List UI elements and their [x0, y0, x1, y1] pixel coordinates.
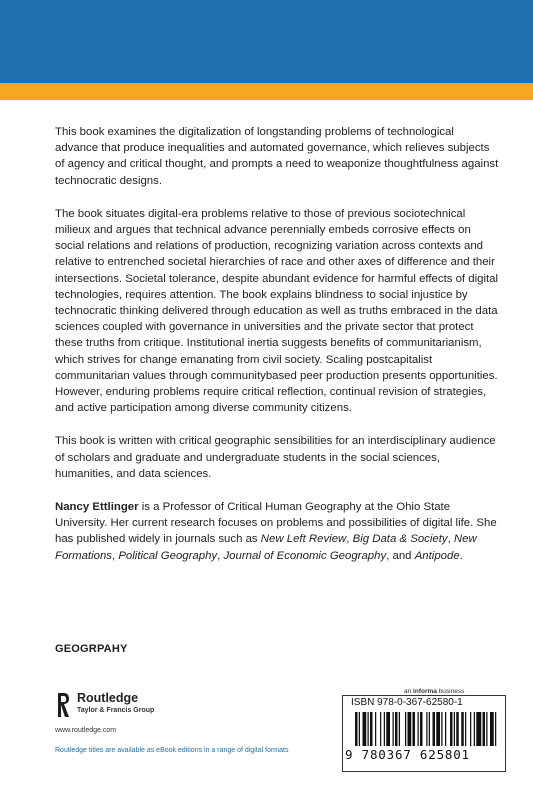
barcode-bars: [349, 712, 499, 748]
barcode-bar: [429, 712, 430, 746]
description-paragraph-3: This book is written with critical geographic sensibilities for an interdisciplinary audience of scholars and graduate and undergraduate students in the social sciences, humanities, and data sciences.: [55, 435, 496, 480]
barcode-bar: [433, 712, 436, 746]
journal-title: Political Geography: [118, 549, 218, 562]
barcode-bar: [476, 712, 481, 746]
description-paragraph-1: This book examines the digitalization of longstanding problems of technological advance that produce inequalities and automated governance, which relieves subjects of agency and critical thought, and prompts a need to weaponize thoughtfulness against technocratic designs.: [55, 126, 499, 187]
barcode-bar: [395, 712, 398, 746]
barcode-bar: [408, 712, 412, 746]
barcode-bar: [486, 712, 487, 746]
barcode-bar: [456, 712, 459, 746]
barcode-bar: [454, 712, 455, 746]
cover-accent-stripe: [0, 83, 533, 100]
barcode-digits: 9 780367 625801: [345, 747, 470, 762]
barcode-bar: [470, 712, 471, 746]
separator: ,: [111, 549, 119, 562]
barcode-bar: [370, 712, 373, 746]
barcode-bar: [386, 712, 390, 746]
informa-suffix: business: [436, 688, 465, 695]
barcode-bar: [393, 712, 394, 746]
bio-end: .: [459, 549, 463, 562]
barcode-bar: [445, 712, 446, 746]
subject-category: GEOGRPAHY: [55, 643, 128, 655]
barcode-bar: [461, 712, 464, 746]
barcode-bar: [441, 712, 442, 746]
description-paragraph-2: The book situates digital-era problems relative to those of previous sociotechnical milieux and argues that technical advance perennially embeds corrosive effects on social relations and relations of production, recognizing variation across contexts and relative to entrenched societal hierarchies of race and other axes of difference and their intersections. Societal tolerance, despite abundant evidence for harmful effects of digital technologies, requires attention. The book explains blindness to social injustice by technocratic thinking delivered through education as well as truths embraced in the data sciences coupled with governance in universities and the private sector that protect these truths from critique. Institutional inertia suggests benefits of communitarianism, which strives for change emanating from civil society. Scaling postcapitalist communitarian values through communitybased peer production presents opportunities. However, enduring problems require critical reflection, continual revision of strategies, and active participation among diverse community citizens.: [55, 207, 499, 415]
publisher-block: [55, 690, 305, 770]
routledge-logo-icon: [55, 690, 71, 720]
barcode-bar: [413, 712, 416, 746]
journal-title: Antipode: [414, 549, 460, 562]
barcode-bar: [420, 712, 423, 746]
barcode-bar: [483, 712, 486, 746]
isbn-number: ISBN 978-0-367-62580-1: [351, 697, 463, 708]
separator: ,: [346, 533, 353, 546]
separator: ,: [447, 533, 454, 546]
barcode-bar: [450, 712, 453, 746]
journal-title: Journal of Economic Geography: [223, 549, 387, 562]
barcode-bar: [375, 712, 376, 746]
author-name: Nancy Ettlinger: [55, 501, 139, 514]
ebook-note: Routledge titles are available as eBook editions in a range of digital formats: [55, 747, 289, 754]
isbn-barcode: [342, 695, 506, 772]
barcode-bar: [418, 712, 419, 746]
barcode-bar: [384, 712, 385, 746]
author-bio-text-1: is a Professor of Critical Human Geography at the Ohio State University. Her current research focuses on problems and possibilities of digital life. She has published widely in journals such as: [55, 501, 497, 546]
journal-title: New Left Review: [260, 533, 347, 546]
barcode-bar: [426, 712, 427, 746]
barcode-bar: [368, 712, 369, 746]
barcode-bar: [399, 712, 400, 746]
barcode-bar: [436, 712, 440, 746]
barcode-bar: [490, 712, 494, 746]
publisher-group: Taylor & Francis Group: [77, 707, 155, 714]
back-cover-text: [55, 124, 500, 581]
publisher-url: www.routledge.com: [55, 727, 117, 734]
barcode-bar: [465, 712, 466, 746]
informa-brand: informa: [413, 688, 437, 695]
separator: ,: [217, 549, 224, 562]
publisher-name: Routledge: [77, 691, 139, 705]
barcode-bar: [495, 712, 496, 746]
barcode-bar: [380, 712, 381, 746]
journal-title: Big Data & Society: [352, 533, 448, 546]
journal-title: New Formations: [55, 533, 477, 562]
barcode-bar: [355, 712, 358, 746]
separator: , and: [386, 549, 415, 562]
informa-business-label: [404, 688, 464, 695]
barcode-bar: [405, 712, 406, 746]
barcode-bar: [474, 712, 475, 746]
informa-prefix: an: [404, 688, 414, 695]
barcode-bar: [359, 712, 360, 746]
cover-top-band: [0, 0, 533, 83]
author-bio: [55, 499, 500, 564]
barcode-bar: [363, 712, 367, 746]
